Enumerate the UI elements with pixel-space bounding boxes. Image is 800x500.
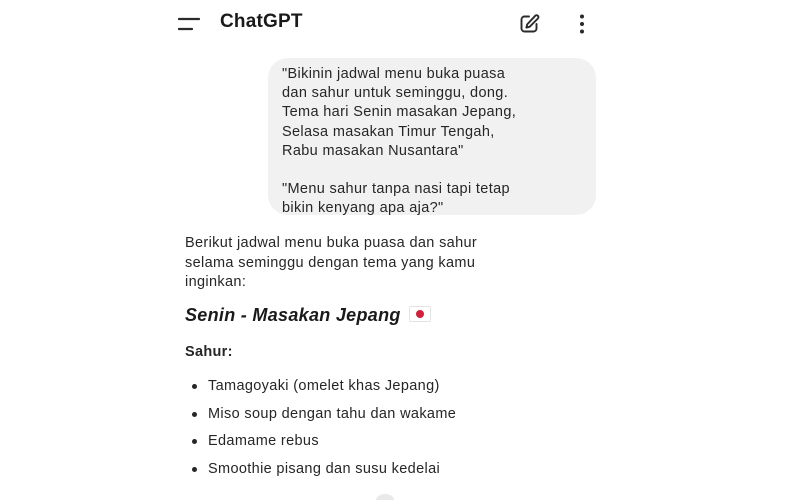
sahur-menu-list — [185, 377, 605, 487]
list-item — [185, 377, 605, 405]
list-item — [185, 405, 605, 433]
assistant-intro: Berikut jadwal menu buka puasa dan sahur selama seminggu dengan tema yang kamu inginkan: — [185, 235, 478, 291]
top-bar — [168, 0, 598, 48]
sahur-label: Sahur: — [185, 344, 233, 360]
app-title: ChatGPT — [220, 11, 303, 32]
user-message-request: "Bikinin jadwal menu buka puasa dan sahur untuk seminggu, dong. Tema hari Senin masakan Jepang, Selasa masakan Timur Tengah, Rabu masakan Nusantara" — [282, 66, 517, 159]
assistant-message — [185, 234, 605, 477]
day-heading — [185, 305, 431, 326]
list-item-text: Smoothie pisang dan susu kedelai — [208, 460, 441, 477]
list-item-text: Miso soup dengan tahu dan wakame — [208, 405, 457, 422]
bullet-icon — [192, 412, 197, 417]
list-item — [185, 460, 605, 488]
day-heading-text: Senin - Masakan Jepang — [185, 305, 401, 325]
more-options-icon[interactable] — [572, 13, 592, 35]
japan-flag-icon — [409, 306, 431, 322]
list-item-text: Tamagoyaki (omelet khas Jepang) — [208, 378, 440, 394]
bullet-icon — [192, 384, 197, 389]
list-item — [185, 432, 605, 460]
list-item-text: Edamame rebus — [208, 433, 319, 449]
scroll-down-button[interactable] — [376, 494, 394, 500]
user-message-question: "Menu sahur tanpa nasi tapi tetap bikin kenyang apa aja?" — [282, 181, 510, 217]
new-chat-icon[interactable] — [518, 13, 540, 35]
flag-red-circle — [416, 310, 424, 318]
bullet-icon — [192, 467, 197, 472]
menu-icon[interactable] — [178, 17, 200, 31]
bullet-icon — [192, 439, 197, 444]
user-message-bubble — [268, 58, 596, 215]
